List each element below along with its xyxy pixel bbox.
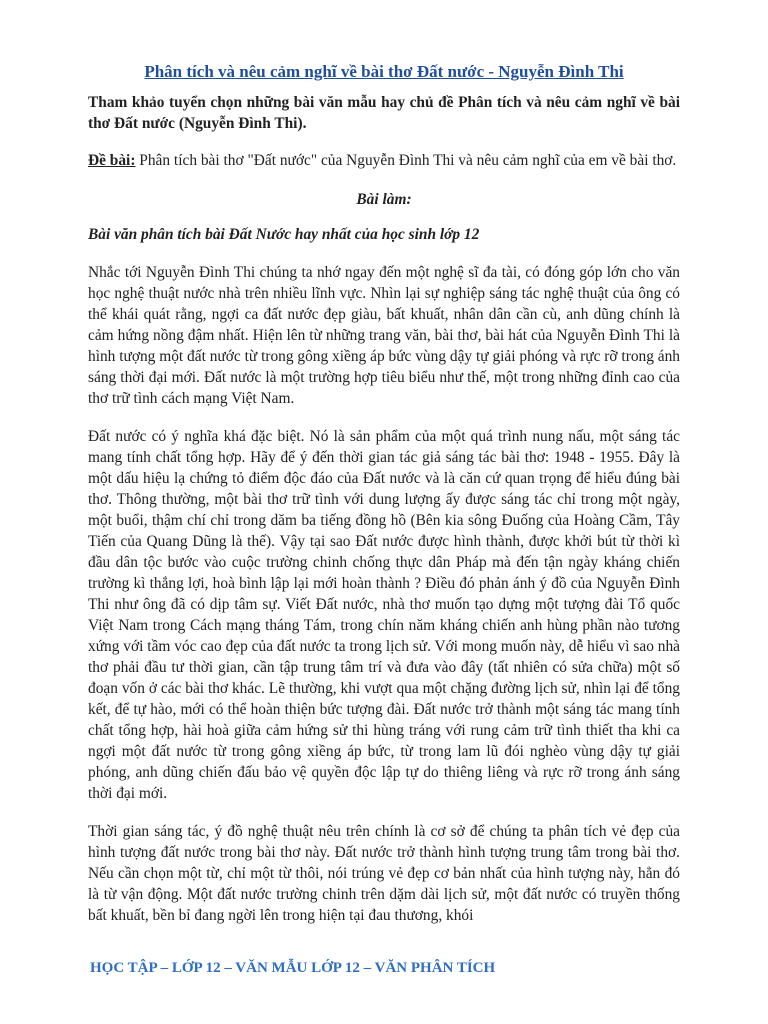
page-footer: HỌC TẬP – LỚP 12 – VĂN MẪU LỚP 12 – VĂN PHÂN TÍCH xyxy=(90,960,496,976)
essay-subheading: Bài văn phân tích bài Đất Nước hay nhất của học sinh lớp 12 xyxy=(88,226,480,243)
intro-text: Tham khảo tuyển chọn những bài văn mẫu hay chủ đề Phân tích và nêu cảm nghĩ về bài thơ Đất nước (Nguyễn Đình Thi). xyxy=(88,94,680,132)
task-text: Phân tích bài thơ "Đất nước" của Nguyễn Đình Thi và nêu cảm nghĩ của em về bài thơ. xyxy=(135,152,677,169)
task-label: Đề bài: xyxy=(88,152,136,169)
section-heading: Bài làm: xyxy=(356,191,412,208)
document-title[interactable]: Phân tích và nêu cảm nghĩ về bài thơ Đất nước - Nguyễn Đình Thi xyxy=(144,62,624,81)
task-statement xyxy=(88,150,680,171)
paragraph-2: Đất nước có ý nghĩa khá đặc biệt. Nó là sản phẩm của một quá trình nung nấu, một sáng tác mang tính chất tổng hợp. Hãy để ý đến thời gian tác giả sáng tác bài thơ: 1948 - 1955. Đây là một dấu hiệu lạ chứng tỏ điểm độc đáo của Đất nước và là căn cứ quan trọng để hiểu đúng bài thơ. Thông thường, một bài thơ trữ tình với dung lượng ấy được sáng tác chỉ trong một ngày, một buổi, thậm chí chỉ trong dăm ba tiếng đồng hồ (Bên kia sông Đuống của Hoàng Cầm, Tây Tiến của Quang Dũng là thế). Vậy tại sao Đất nước được hình thành, được khởi bút từ thời kì đầu dân tộc bước vào cuộc trường chinh chống thực dân Pháp mà đến tận ngày kháng chiến trường kì thắng lợi, hoà bình lập lại mới hoàn thành ? Điều đó phản ánh ý đồ của Nguyễn Đình Thi như ông đã có dịp tâm sự. Viết Đất nước, nhà thơ muốn tạo dựng một tượng đài Tổ quốc Việt Nam trong Cách mạng tháng Tám, trong chín năm kháng chiến anh hùng phần nào tương xứng với tầm vóc cao đẹp của đất nước ta trong lịch sử. Với mong muốn này, dễ hiểu vì sao nhà thơ phải đầu tư thời gian, cần tập trung tâm trí và đưa vào đây (tất nhiên có sửa chữa) một số đoạn vốn ở các bài thơ khác. Lẽ thường, khi vượt qua một chặng đường lịch sử, nhìn lại để tổng kết, để tự hào, mới có thể hoàn thiện bức tượng đài. Đất nước trở thành một sáng tác mang tính chất tổng hợp, hài hoà giữa cảm hứng sử thi hùng tráng với rung cảm trữ tình thiết tha khi ca ngợi một đất nước từ trong gông xiềng áp bức, từ trong lam lũ đói nghèo vùng dậy tự giải phóng, anh dũng chiến đấu bảo vệ quyền độc lập tự do thiêng liêng và rực rỡ trong ánh sáng thời đại mới. xyxy=(88,428,680,802)
document-body xyxy=(88,92,680,926)
paragraph-3: Thời gian sáng tác, ý đồ nghệ thuật nêu trên chính là cơ sở để chúng ta phân tích vẻ đẹp của hình tượng đất nước trong bài thơ này. Đất nước trở thành hình tượng trung tâm trong bài thơ. Nếu cần chọn một từ, chỉ một từ thôi, nói trúng vẻ đẹp cơ bản nhất của hình tượng này, hẳn đó là từ vận động. Một đất nước trường chinh trên dặm dài lịch sử, một đất nước có truyền thống bất khuất, bền bỉ đang ngời lên trong hiện tại đau thương, khói xyxy=(88,823,680,924)
paragraph-1: Nhắc tới Nguyễn Đình Thi chúng ta nhớ ngay đến một nghệ sĩ đa tài, có đóng góp lớn cho văn học nghệ thuật nước nhà trên nhiều lĩnh vực. Nhìn lại sự nghiệp sáng tác nghệ thuật của ông có thể khái quát rằng, ngợi ca đất nước đẹp giàu, bất khuất, nhân dân cần cù, anh dũng chính là cảm hứng nồng đậm nhất. Hiện lên từ những trang văn, bài thơ, bài hát của Nguyễn Đình Thi là hình tượng một đất nước từ trong gông xiềng áp bức vùng dậy tự giải phóng và rực rỡ trong ánh sáng thời đại mới. Đất nước là một trường hợp tiêu biểu như thế, một trong những đỉnh cao của thơ trữ tình cách mạng Việt Nam. xyxy=(88,264,680,407)
